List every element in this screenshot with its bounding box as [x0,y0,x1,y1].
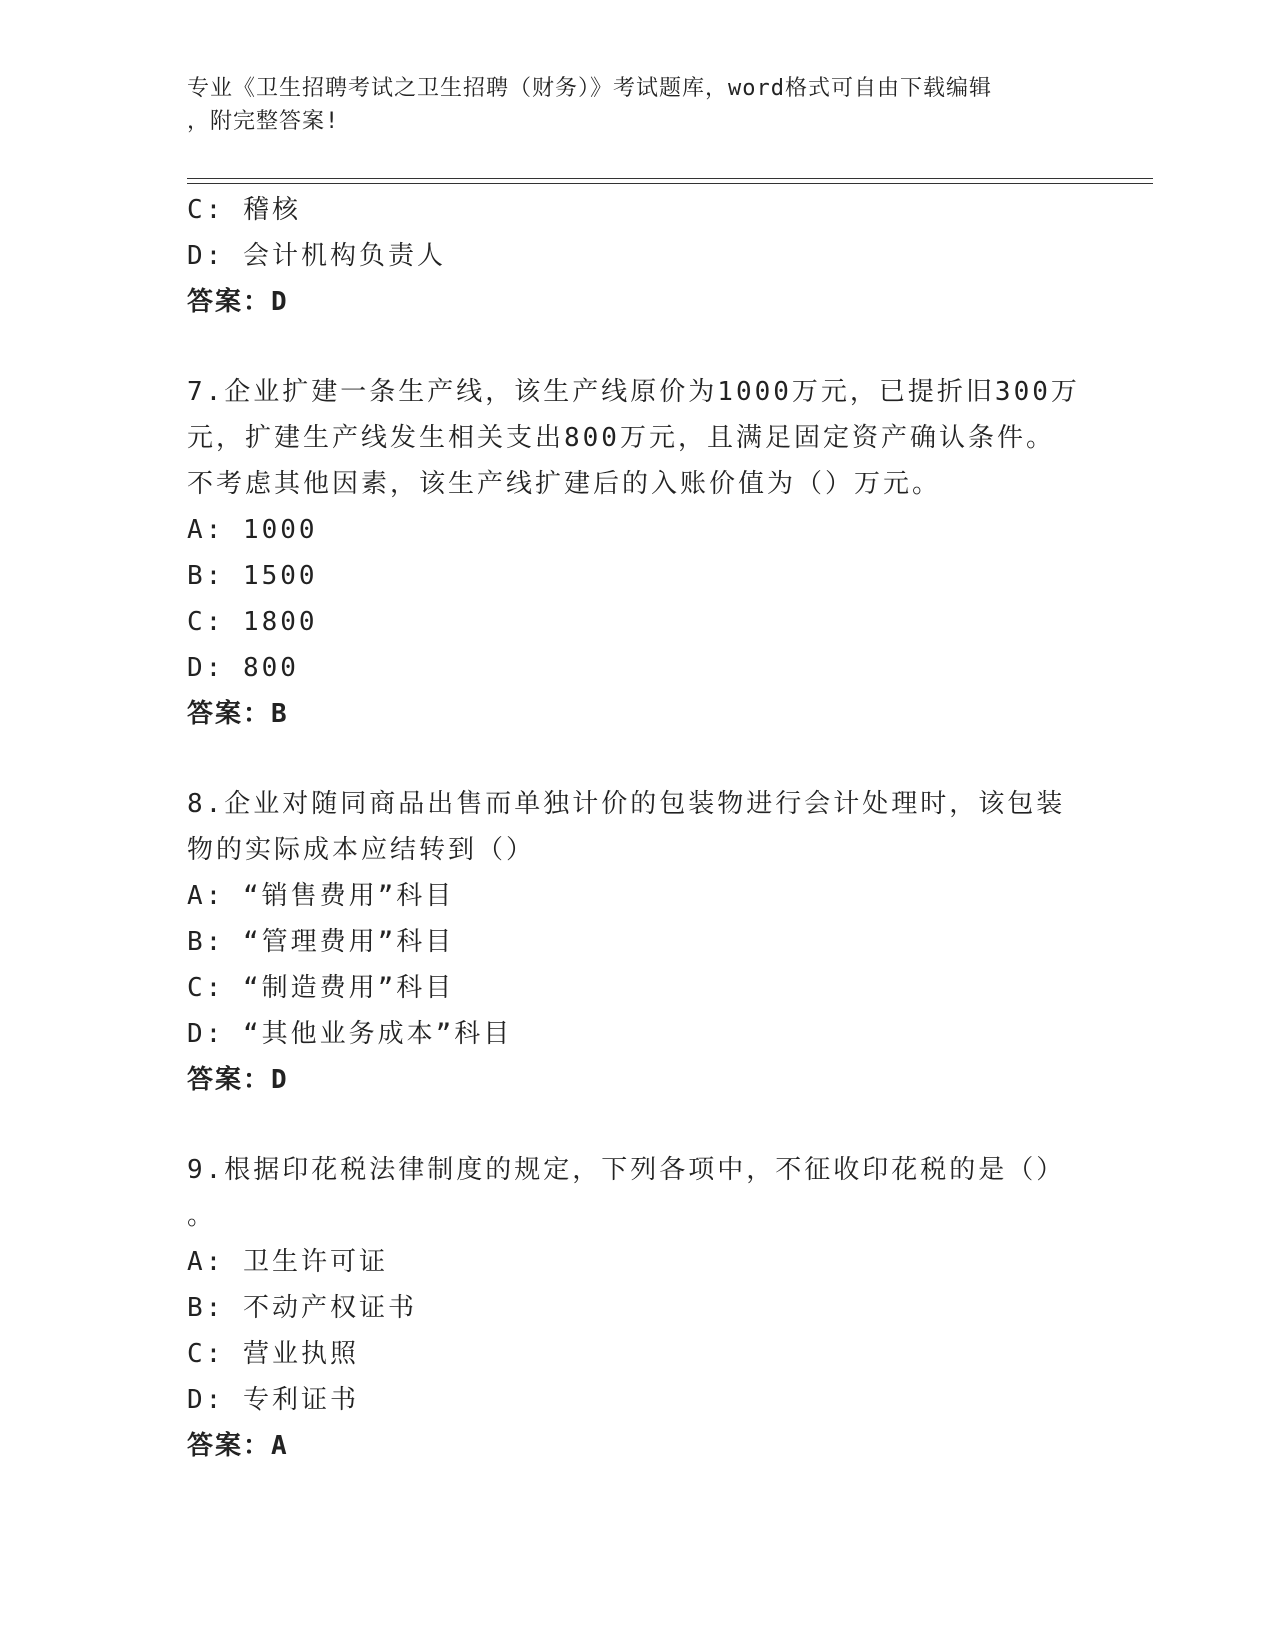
option-text: “管理费用”科目 [242,927,455,957]
option-text: 不动产权证书 [242,1293,417,1323]
question-text-line: 元，扩建生产线发生相关支出800万元，且满足固定资产确认条件。 [187,423,1055,453]
option-text: 1500 [242,561,318,591]
question-text-line: 8.企业对随同商品出售而单独计价的包装物进行会计处理时，该包装 [187,789,1066,819]
option-row [187,873,1087,919]
option-label: D: [187,241,225,271]
option-row [187,233,1087,279]
header-line-1: 专业《卫生招聘考试之卫生招聘（财务）》考试题库，word格式可自由下载编辑 [187,76,992,101]
option-text: 稽核 [242,195,301,225]
header-divider-bottom [187,183,1153,184]
option-text: “其他业务成本”科目 [242,1019,513,1049]
header-divider-top [187,178,1153,179]
header-line-2: ，附完整答案! [187,109,340,134]
question-7 [187,369,1087,737]
spacer [187,737,1087,781]
option-label: B: [187,1293,225,1323]
option-text: 1000 [242,515,318,545]
option-label: C: [187,607,225,637]
spacer [187,1103,1087,1147]
option-label: C: [187,1339,225,1369]
question-8 [187,781,1087,1103]
option-row [187,919,1087,965]
option-row [187,1331,1087,1377]
answer-line: 答案：A [187,1431,289,1461]
option-text: “制造费用”科目 [242,973,455,1003]
option-row [187,599,1087,645]
question-text-line: 7.企业扩建一条生产线，该生产线原价为1000万元，已提折旧300万 [187,377,1080,407]
option-text: “销售费用”科目 [242,881,455,911]
option-label: B: [187,561,225,591]
option-text: 1800 [242,607,318,637]
option-text: 会计机构负责人 [242,241,446,271]
question-text-line: 9.根据印花税法律制度的规定，下列各项中，不征收印花税的是（） [187,1155,1066,1185]
spacer [187,325,1087,369]
prev-question [187,187,1087,325]
option-row [187,1239,1087,1285]
option-text: 卫生许可证 [242,1247,388,1277]
option-row [187,553,1087,599]
question-content [187,187,1087,1469]
option-text: 专利证书 [242,1385,359,1415]
answer-line: 答案：B [187,699,289,729]
option-label: A: [187,515,225,545]
option-row [187,965,1087,1011]
answer-line: 答案：D [187,1065,289,1095]
question-9 [187,1147,1087,1469]
option-text: 营业执照 [242,1339,359,1369]
option-label: C: [187,973,225,1003]
answer-line: 答案：D [187,287,289,317]
option-label: D: [187,653,225,683]
option-text: 800 [242,653,299,683]
option-label: A: [187,1247,225,1277]
option-label: C: [187,195,225,225]
option-label: D: [187,1019,225,1049]
question-text-line: 。 [187,1201,217,1231]
option-row [187,1011,1087,1057]
option-row [187,187,1087,233]
option-row [187,1377,1087,1423]
question-text-line: 不考虑其他因素，该生产线扩建后的入账价值为（）万元。 [187,469,942,499]
option-row [187,1285,1087,1331]
option-label: B: [187,927,225,957]
option-row [187,507,1087,553]
option-label: D: [187,1385,225,1415]
option-row [187,645,1087,691]
question-text-line: 物的实际成本应结转到（） [187,835,536,865]
document-header [187,72,1067,138]
option-label: A: [187,881,225,911]
